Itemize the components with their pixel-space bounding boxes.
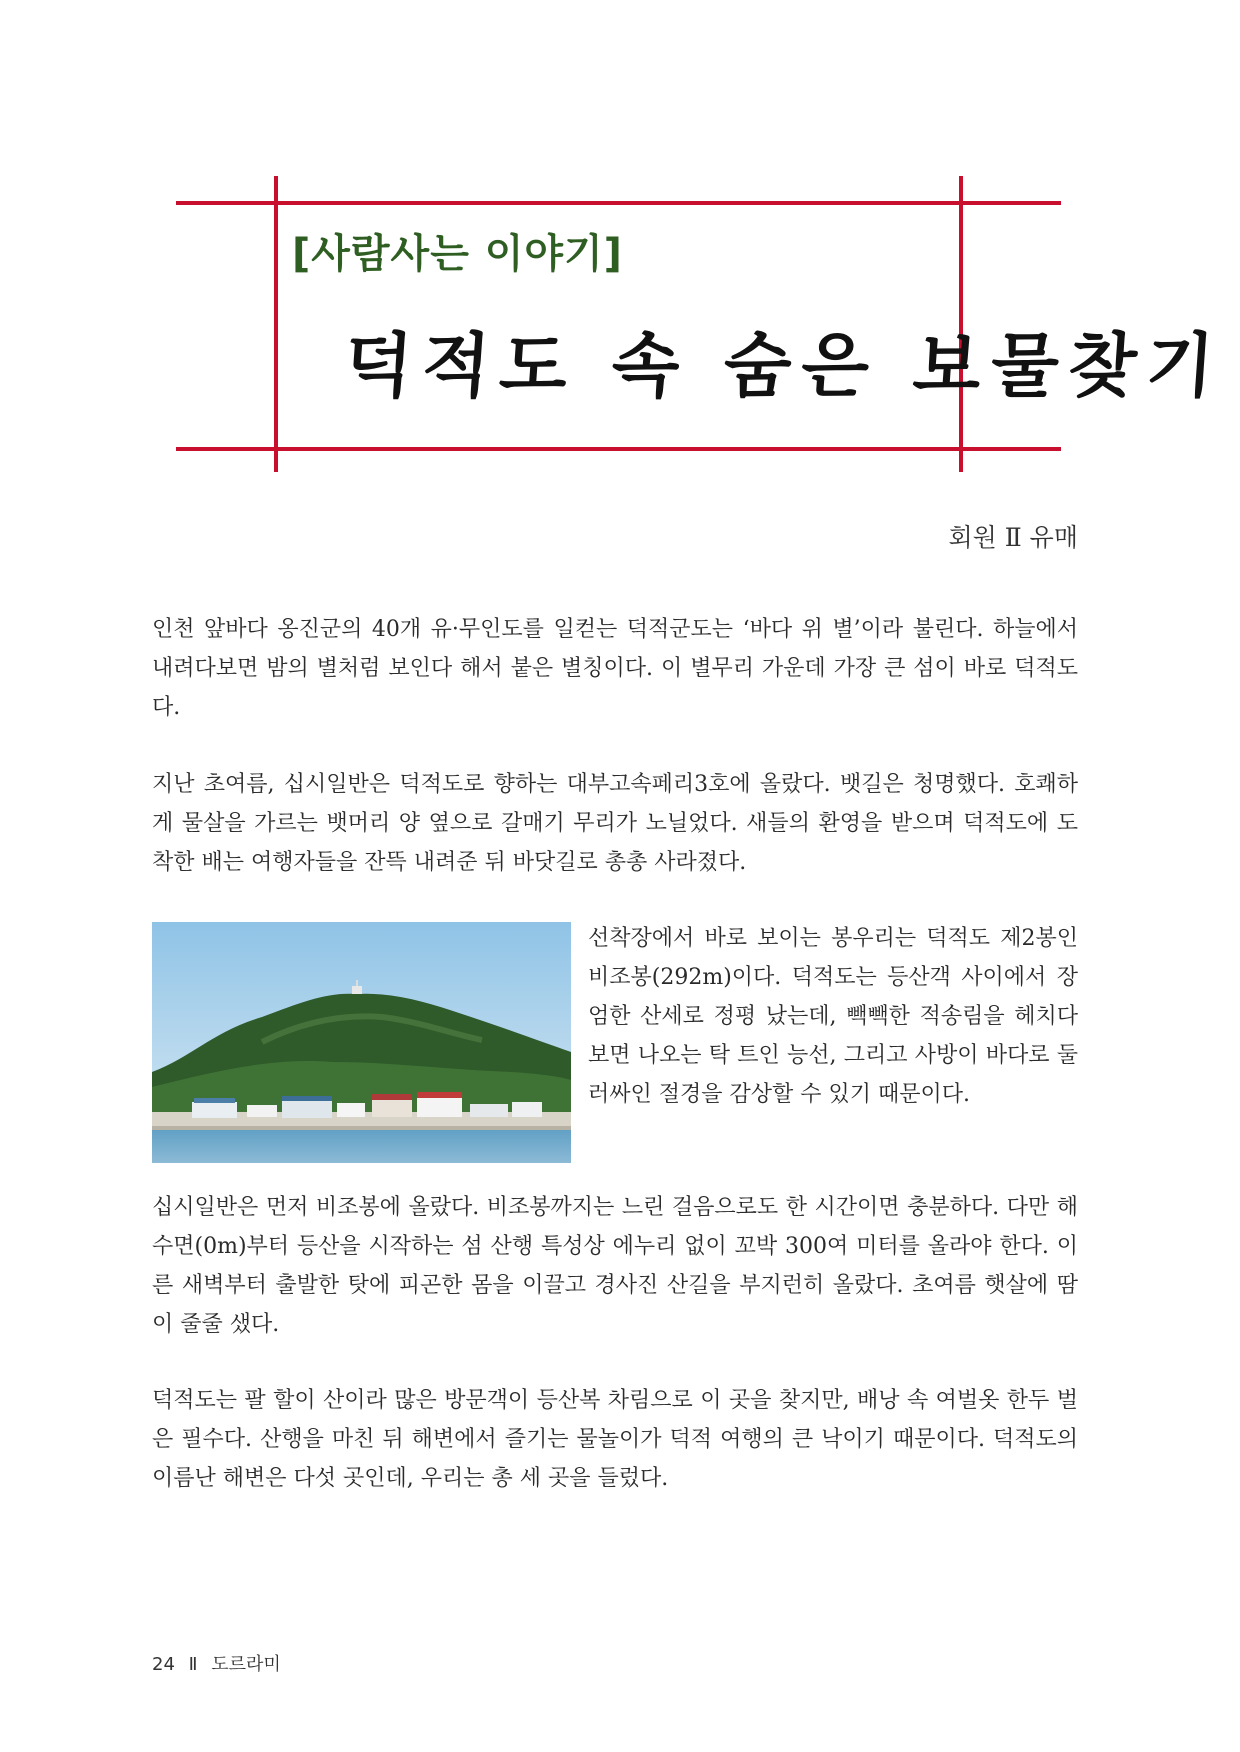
publication-name: 도르라미 [211,1654,281,1675]
paragraph-5: 덕적도는 팔 할이 산이라 많은 방문객이 등산복 차림으로 이 곳을 찾지만, 배낭 속 여벌옷 한두 벌은 필수다. 산행을 마친 뒤 해변에서 즐기는 물놀이가 덕적 여행의 큰 낙이기 때문이다. 덕적도의 이름난 해변은 다섯 곳인데, 우리는 총 세 곳을 들렀다. [152,1388,1078,1491]
paragraph-4: 십시일반은 먼저 비조봉에 올랐다. 비조봉까지는 느린 걸음으로도 한 시간이면 충분하다. 다만 해수면(0m)부터 등산을 시작하는 섬 산행 특성상 에누리 없이 꼬박 300여 미터를 올라야 한다. 이른 새벽부터 출발한 탓에 피곤한 몸을 이끌고 경사진 산길을 부지런히 올랐다. 초여름 햇살에 땀이 줄줄 샜다. [152,1195,1078,1337]
article-title: 덕적도 속 숨은 보물찾기 [341,325,1227,407]
title-frame-left-line [274,176,278,472]
footer-separator: Ⅱ [188,1654,198,1675]
paragraph-2: 지난 초여름, 십시일반은 덕적도로 향하는 대부고속페리3호에 올랐다. 뱃길은 청명했다. 호쾌하게 물살을 가르는 뱃머리 양 옆으로 갈매기 무리가 노닐었다. 새들의 환영을 받으며 덕적도에 도착한 배는 여행자들을 잔뜩 내려준 뒤 바닷길로 총총 사라졌다. [152,772,1078,875]
title-frame-bottom-line [176,447,1061,451]
page-number: 24 [152,1654,175,1675]
series-label: [사람사는 이야기] [292,231,623,277]
title-frame-top-line [176,201,1061,205]
author-byline: 회원 Ⅱ 유매 [948,523,1078,552]
harbor-mountain-illustration [152,922,571,1163]
paragraph-1: 인천 앞바다 옹진군의 40개 유·무인도를 일컫는 덕적군도는 ‘바다 위 별’이라 불린다. 하늘에서 내려다보면 밤의 별처럼 보인다 해서 붙은 별칭이다. 이 별무리 가운데 가장 큰 섬이 바로 덕적도다. [152,617,1078,720]
page-footer [152,1650,289,1676]
island-harbor-photo [152,922,571,1163]
paragraph-3: 선착장에서 바로 보이는 봉우리는 덕적도 제2봉인 비조봉(292m)이다. 덕적도는 등산객 사이에서 장엄한 산세로 정평 났는데, 빽빽한 적송림을 헤치다 보면 나오는 탁 트인 능선, 그리고 사방이 바다로 둘러싸인 절경을 감상할 수 있기 때문이다. [588,926,1078,1107]
